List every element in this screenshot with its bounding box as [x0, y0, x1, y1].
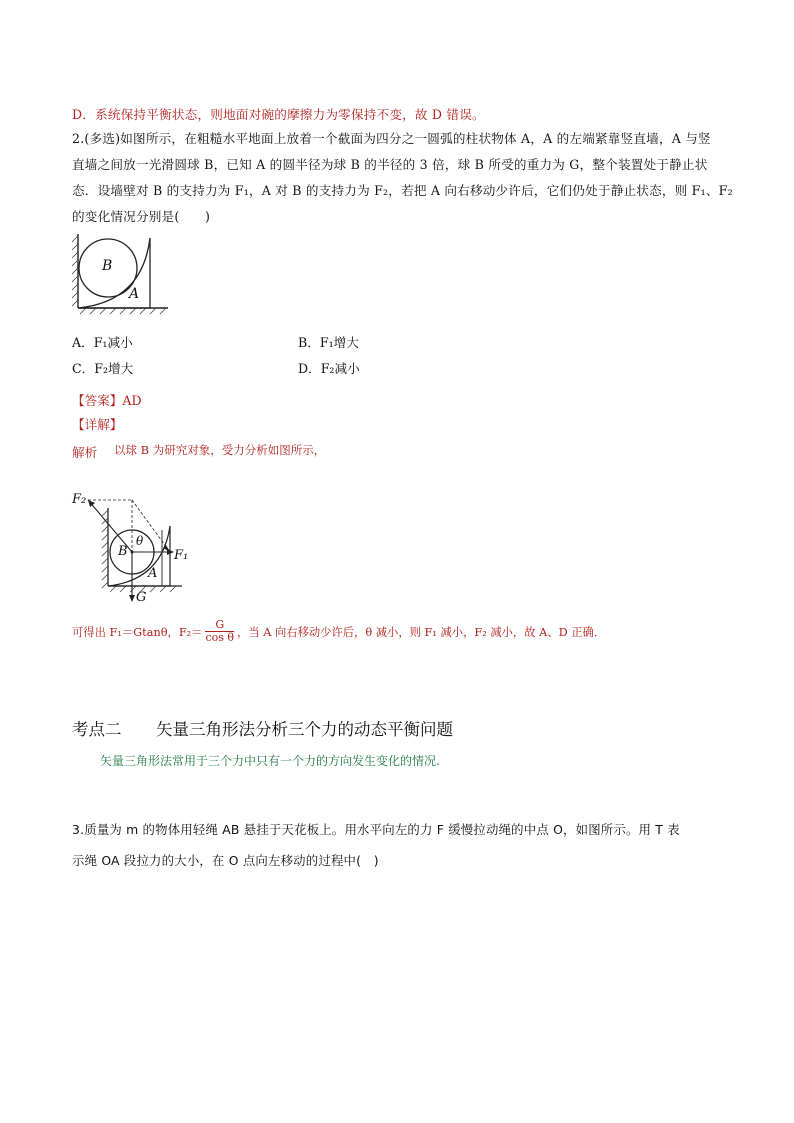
fig2-label-a: A: [148, 566, 158, 581]
figure-force-analysis: [70, 490, 190, 610]
q3-line-1: 3.质量为 m 的物体用轻绳 AB 悬挂于天花板上。用水平向左的力 F 缓慢拉动绳的中点 O，如图所示。用 T 表: [72, 822, 680, 837]
q2-line-3: 态．设墙壁对 B 的支持力为 F₁，A 对 B 的支持力为 F₂，若把 A 向右移动少许后，它们仍处于静止状态，则 F₁、F₂: [72, 183, 733, 198]
section-number: 考点二: [72, 720, 122, 739]
fraction: [205, 619, 234, 644]
figure-ball-and-block: [70, 232, 170, 314]
fig2-label-f2: F₂: [72, 492, 87, 507]
fig2-label-theta: θ: [136, 534, 144, 548]
option-b: B．F₁增大: [298, 335, 359, 350]
fig2-label-b: B: [118, 544, 128, 559]
section-note: 矢量三角形法常用于三个力中只有一个力的方向发生变化的情况.: [100, 754, 440, 768]
option-d: D．F₂减小: [298, 361, 360, 376]
conclusion-part-1: 可得出 F₁＝Gtanθ，F₂＝: [72, 625, 203, 639]
fig2-label-g: G: [136, 590, 147, 605]
detail-heading: 【详解】: [72, 417, 123, 432]
analysis-text: 以球 B 为研究对象，受力分析如图所示，: [114, 443, 326, 457]
fraction-denominator: cos θ: [205, 631, 235, 644]
option-a: A．F₁减小: [72, 335, 133, 350]
answer: 【答案】AD: [72, 393, 142, 408]
q2-line-2: 直墙之间放一光滑圆球 B，已知 A 的圆半径为球 B 的半径的 3 倍，球 B 所受的重力为 G，整个装置处于静止状: [72, 157, 708, 172]
fraction-numerator: G: [205, 619, 234, 632]
section-title: 矢量三角形法分析三个力的动态平衡问题: [156, 720, 453, 739]
fig2-label-f1: F₁: [174, 548, 189, 563]
prev-option-d: D．系统保持平衡状态，则地面对碗的摩擦力为零保持不变，故 D 错误。: [72, 107, 485, 122]
fig1-label-a: A: [129, 286, 140, 302]
fig1-label-b: B: [102, 258, 113, 274]
q2-line-1: 2.(多选)如图所示，在粗糙水平地面上放着一个截面为四分之一圆弧的柱状物体 A，A 的左端紧靠竖直墙，A 与竖: [72, 131, 711, 146]
q3-line-2: 示绳 OA 段拉力的大小，在 O 点向左移动的过程中( ): [72, 853, 379, 868]
q2-line-4: 的变化情况分别是( ): [72, 209, 211, 224]
option-c: C．F₂增大: [72, 361, 134, 376]
analysis-label: 解析: [72, 445, 98, 460]
conclusion-part-2: ，当 A 向右移动少许后，θ 减小，则 F₁ 减小，F₂ 减小，故 A、D 正确．: [237, 625, 606, 639]
conclusion-line: [72, 619, 605, 644]
